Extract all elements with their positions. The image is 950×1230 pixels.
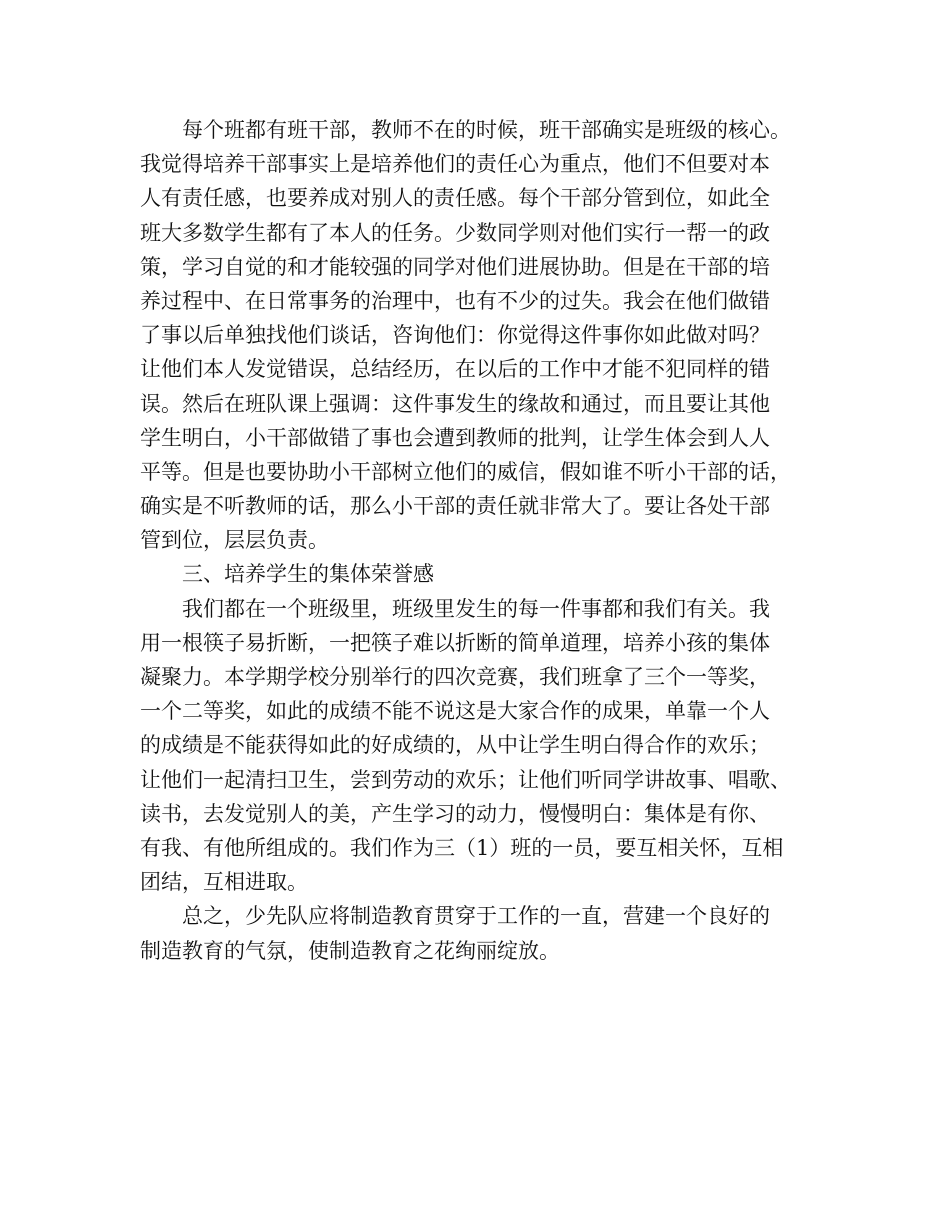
- text-line: 一个二等奖，如此的成绩不能不说这是大家合作的成果，单靠一个人: [140, 699, 770, 724]
- text-line: 有我、有他所组成的。我们作为三（1）班的一员，要互相关怀，互相: [140, 835, 784, 860]
- text-line: 团结，互相进取。: [140, 870, 308, 895]
- text-line: 我觉得培养干部事实上是培养他们的责任心为重点，他们不但要对本: [140, 152, 770, 177]
- text-line: 学生明白，小干部做错了事也会遭到教师的批判，让学生体会到人人: [140, 425, 770, 450]
- text-line: 每个班都有班干部，教师不在的时候，班干部确实是班级的核心。: [182, 118, 791, 142]
- section-heading: 三、培养学生的集体荣誉感: [182, 562, 434, 587]
- text-line: 读书，去发觉别人的美，产生学习的动力，慢慢明白：集体是有你、: [140, 801, 770, 826]
- text-line: 凝聚力。本学期学校分别举行的四次竞赛，我们班拿了三个一等奖，: [140, 665, 770, 689]
- text-line: 我们都在一个班级里，班级里发生的每一件事都和我们有关。我: [182, 596, 770, 621]
- text-line: 让他们一起清扫卫生，尝到劳动的欢乐；让他们听同学讲故事、唱歌、: [140, 767, 791, 792]
- text-line: 的成绩是不能获得如此的好成绩的，从中让学生明白得合作的欢乐；: [140, 733, 770, 758]
- text-line: 让他们本人发觉错误，总结经历，在以后的工作中才能不犯同样的错: [140, 357, 770, 382]
- text-line: 用一根筷子易折断，一把筷子难以折断的简单道理，培养小孩的集体: [140, 630, 770, 655]
- text-line: 确实是不听教师的话，那么小干部的责任就非常大了。要让各处干部: [140, 494, 770, 519]
- text-line: 策，学习自觉的和才能较强的同学对他们进展协助。但是在干部的培: [140, 254, 770, 279]
- text-line: 养过程中、在日常事务的治理中，也有不少的过失。我会在他们做错: [140, 288, 770, 313]
- text-line: 人有责任感，也要养成对别人的责任感。每个干部分管到位，如此全: [140, 186, 770, 211]
- text-line: 了事以后单独找他们谈话，咨询他们：你觉得这件事你如此做对吗？: [140, 323, 770, 348]
- text-line: 平等。但是也要协助小干部树立他们的威信，假如谁不听小干部的话，: [140, 459, 791, 484]
- document-body: [140, 113, 840, 968]
- text-line: 管到位，层层负责。: [140, 528, 329, 553]
- text-line: 班大多数学生都有了本人的任务。少数同学则对他们实行一帮一的政: [140, 220, 770, 245]
- text-line: 总之，少先队应将制造教育贯穿于工作的一直，营建一个良好的: [182, 904, 770, 929]
- text-line: 制造教育的气氛，使制造教育之花绚丽绽放。: [140, 938, 560, 963]
- text-line: 误。然后在班队课上强调：这件事发生的缘故和通过，而且要让其他: [140, 391, 770, 416]
